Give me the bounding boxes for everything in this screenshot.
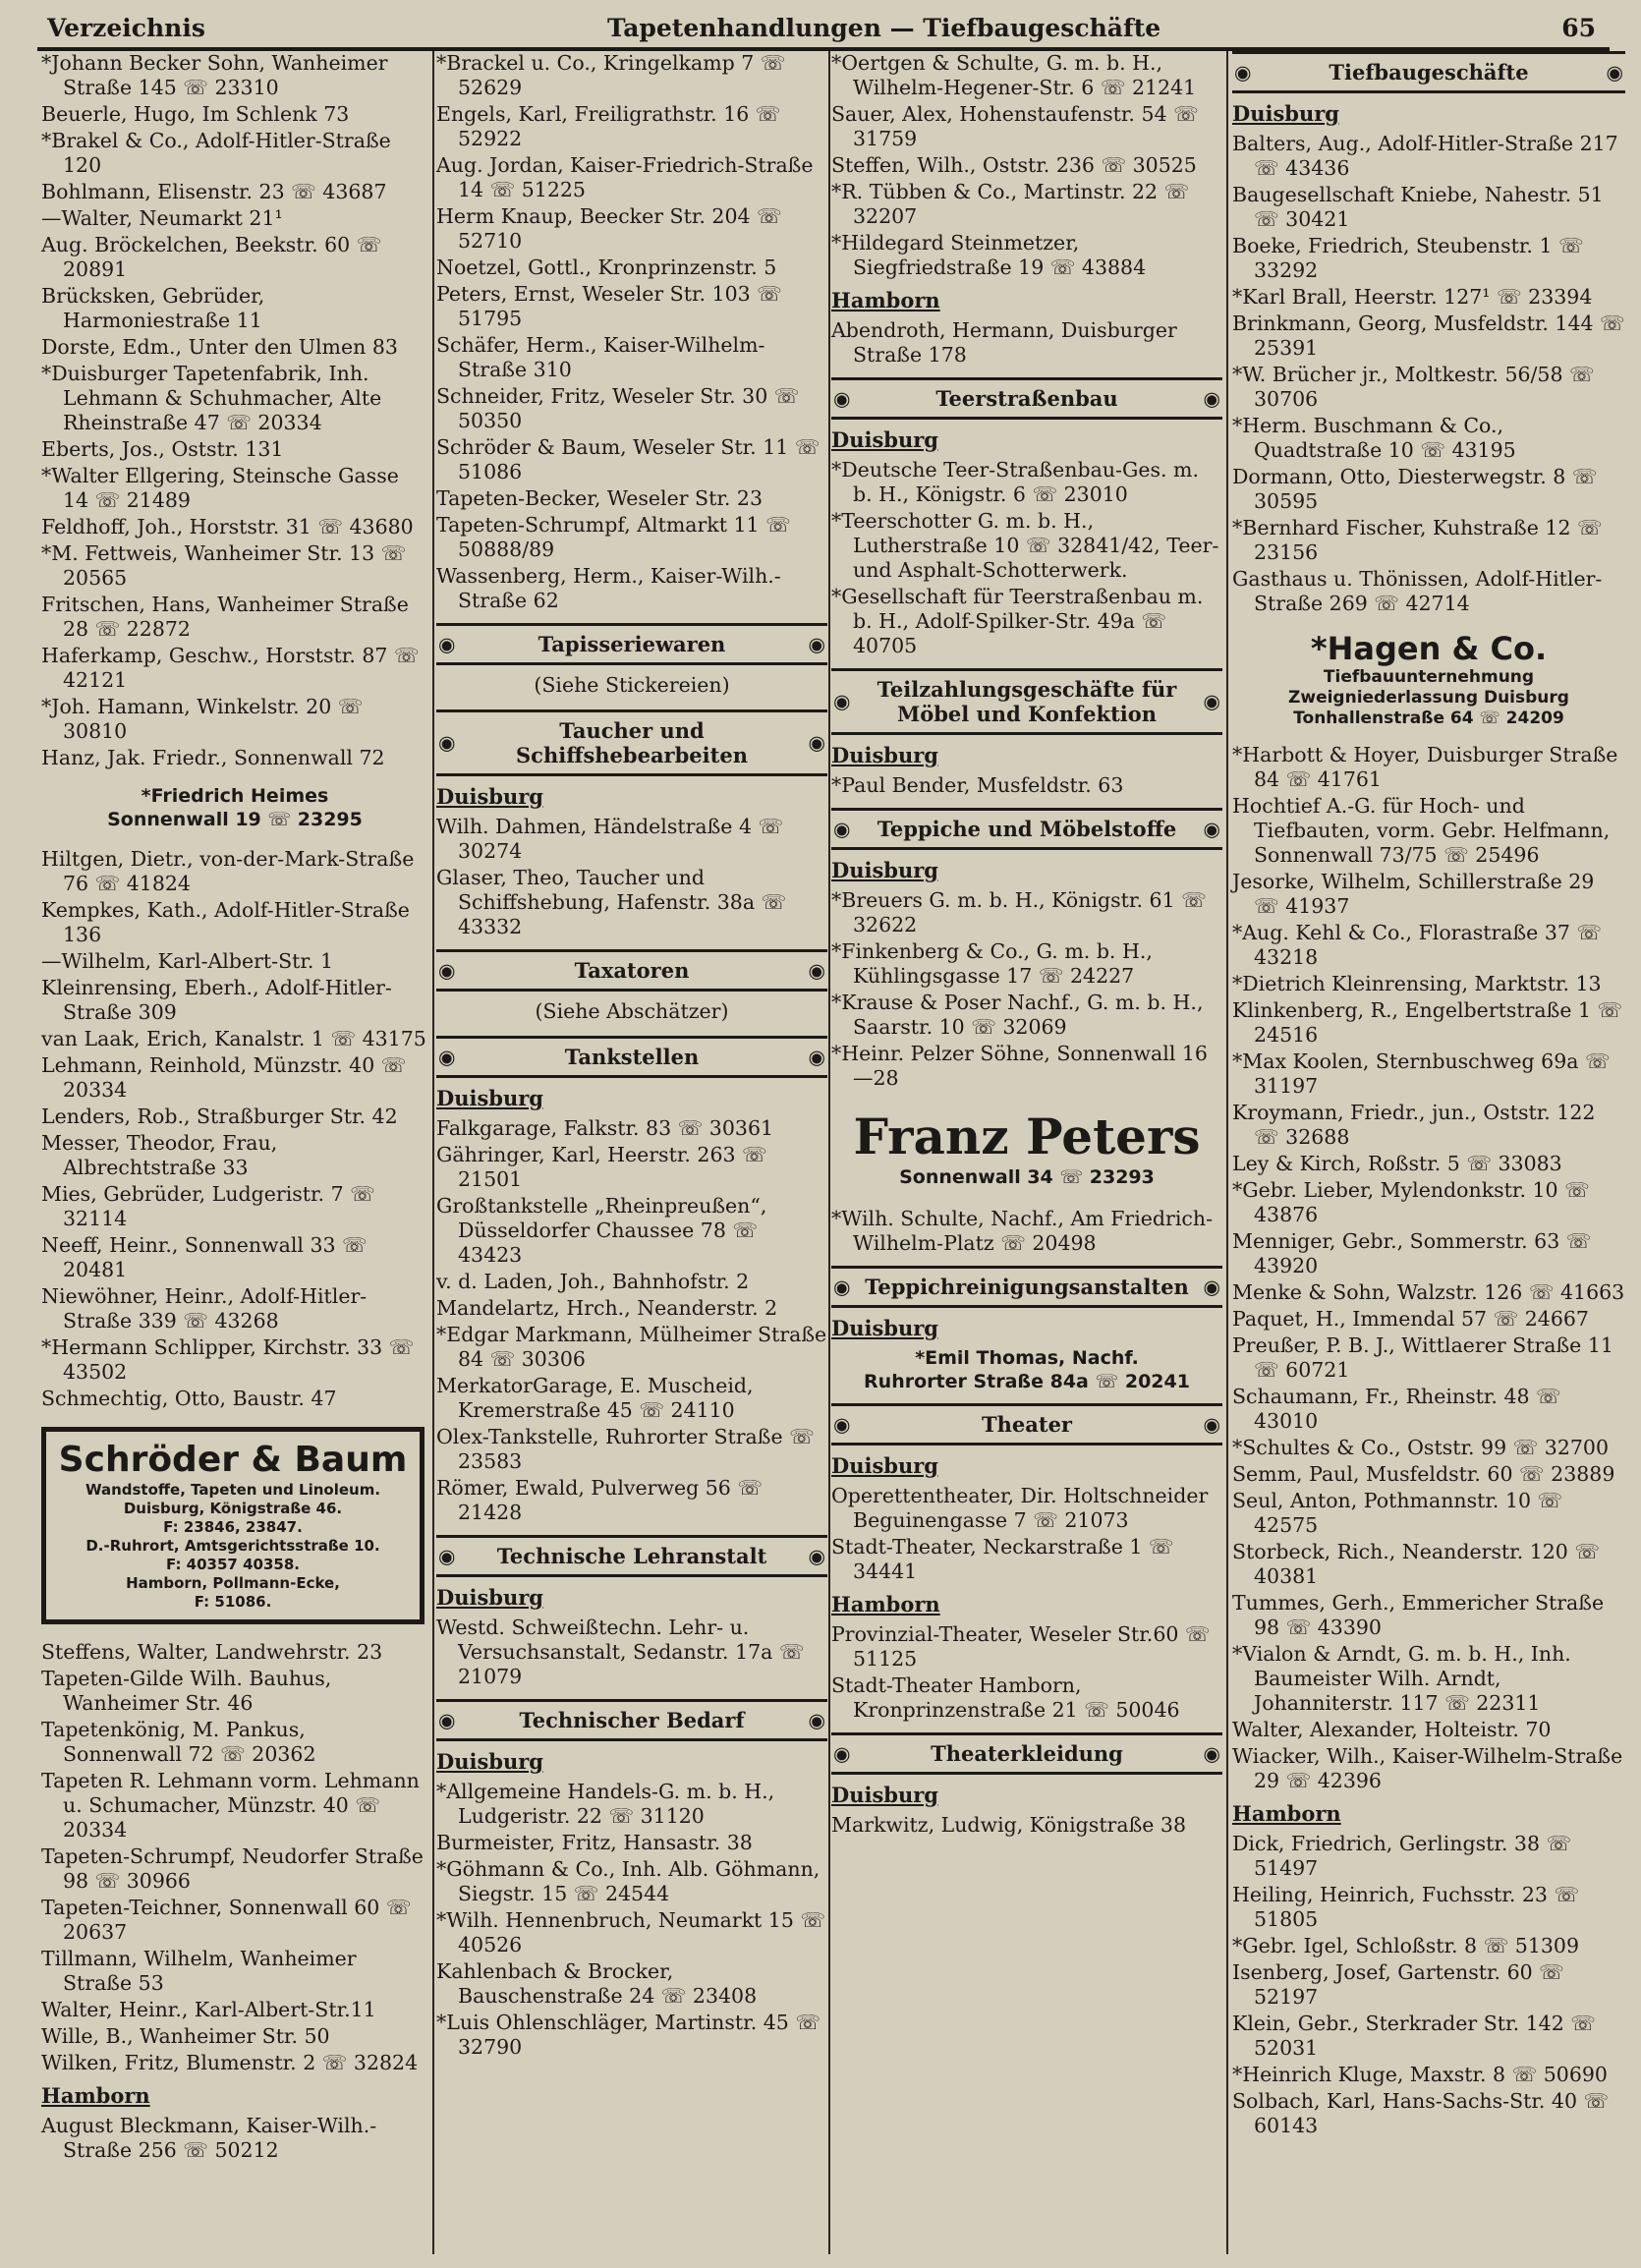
city-heading: Duisburg [831,858,938,882]
advert-line: Wandstoffe, Tapeten und Linoleum. [85,1481,381,1499]
entry-list [41,51,428,770]
advert-heimes [41,784,428,831]
advert-name: *Friedrich Heimes [141,785,329,807]
directory-entry: Kempkes, Kath., Adolf-Hitler-Straße 136 [41,898,410,946]
page-header [37,8,1610,51]
directory-entry: *Heinrich Kluge, Maxstr. 8 ☏ 50690 [1232,2063,1608,2086]
advert-line: Duisburg, Königstraße 46. [123,1500,343,1517]
directory-entry: *Teerschotter G. m. b. H., Lutherstraße 10 ☏ 32841/42, Teer- und Asphalt-Schotterwerk. [831,509,1219,582]
advert-name: *Hagen & Co. [1310,630,1548,667]
directory-entry: Kahlenbach & Brocker, Bauschenstraße 24 ☏ 23408 [436,1959,758,2008]
directory-entry: *Brakel & Co., Adolf-Hitler-Straße 120 [41,129,391,177]
entry-list [436,815,827,939]
directory-entry: Tillmann, Wilhelm, Wanheimer Straße 53 [41,1947,357,1995]
directory-entry: Operettentheater, Dir. Holtschneider Beguinengasse 7 ☏ 21073 [831,1484,1209,1532]
directory-entry: Herm Knaup, Beecker Str. 204 ☏ 52710 [436,204,782,253]
city-heading: Hamborn [831,288,940,312]
advert-address: Sonnenwall 19 ☏ 23295 [107,809,363,830]
directory-entry: Tapeten-Gilde Wilh. Bauhus, Wanheimer Str. 46 [41,1667,332,1715]
directory-entry: *Walter Ellgering, Steinsche Gasse 14 ☏ 21489 [41,464,399,512]
entry-list [831,1622,1222,1723]
entry-list [436,1116,827,1525]
directory-entry: Semm, Paul, Musfeldstr. 60 ☏ 23889 [1232,1462,1615,1486]
directory-entry: *Vialon & Arndt, G. m. b. H., Inh. Baumeister Wilh. Arndt, Johanniterstr. 117 ☏ 22311 [1232,1642,1571,1715]
advert-franz-peters [831,1108,1222,1189]
directory-entry: Walter, Heinr., Karl-Albert-Str.11 [41,1998,376,2021]
city-heading: Duisburg [436,784,543,809]
directory-entry: Römer, Ewald, Pulverweg 56 ☏ 21428 [436,1476,763,1524]
entry-list [1232,1832,1625,2138]
directory-entry: —Wilhelm, Karl-Albert-Str. 1 [41,949,333,973]
directory-entry: Mies, Gebrüder, Ludgeristr. 7 ☏ 32114 [41,1182,375,1230]
directory-entry: Hanz, Jak. Friedr., Sonnenwall 72 [41,746,385,769]
column-divider [828,51,830,2254]
entry-list [41,847,428,1411]
entry-list [436,51,827,613]
directory-entry: Burmeister, Fritz, Hansastr. 38 [436,1831,753,1854]
advert-address: Ruhrorter Straße 84a ☏ 20241 [864,1371,1190,1392]
city-heading: Duisburg [831,743,938,767]
column-4 [1232,51,1625,2140]
city-heading: Hamborn [41,2083,150,2108]
directory-entry: Solbach, Karl, Hans-Sachs-Str. 40 ☏ 60143 [1232,2089,1610,2137]
directory-entry: Paquet, H., Immendal 57 ☏ 24667 [1232,1307,1589,1331]
directory-entry: *Gesellschaft für Teerstraßenbau m. b. H., Adolf-Spilker-Str. 49a ☏ 40705 [831,585,1204,657]
directory-entry: Klein, Gebr., Sterkrader Str. 142 ☏ 52031 [1232,2012,1596,2060]
directory-entry: Storbeck, Rich., Neanderstr. 120 ☏ 40381 [1232,1540,1601,1588]
directory-entry: Menke & Sohn, Walzstr. 126 ☏ 41663 [1232,1280,1625,1304]
section-heading: ◉ Teppichreinigungsanstalten ◉ [831,1266,1222,1308]
city-heading: Duisburg [831,1316,938,1340]
entry-list [831,318,1222,368]
directory-entry: Olex-Tankstelle, Ruhrorter Straße ☏ 23583 [436,1425,815,1473]
directory-entry: *Bernhard Fischer, Kuhstraße 12 ☏ 23156 [1232,516,1603,564]
directory-entry: Jesorke, Wilhelm, Schillerstraße 29 ☏ 41937 [1232,870,1595,918]
section-heading: ◉ Technische Lehranstalt ◉ [436,1535,827,1577]
directory-entry: *Wilh. Hennenbruch, Neumarkt 15 ☏ 40526 [436,1908,826,1956]
directory-entry: Steffen, Wilh., Oststr. 236 ☏ 30525 [831,153,1197,177]
directory-entry: *Herm. Buschmann & Co., Quadtstraße 10 ☏ 43195 [1232,414,1516,462]
directory-entry: Lenders, Rob., Straßburger Str. 42 [41,1105,398,1128]
directory-entry: v. d. Laden, Joh., Bahnhofstr. 2 [436,1270,750,1293]
directory-entry: Schneider, Fritz, Weseler Str. 30 ☏ 50350 [436,384,800,432]
directory-entry: Brinkmann, Georg, Musfeldstr. 144 ☏ 25391 [1232,312,1625,360]
directory-entry: Tapeten-Becker, Weseler Str. 23 [436,486,764,510]
entry-list [41,1640,428,2075]
directory-entry: Glaser, Theo, Taucher und Schiffshebung, Hafenstr. 38a ☏ 43332 [436,866,787,938]
directory-entry: Engels, Karl, Freiligrathstr. 16 ☏ 52922 [436,102,781,150]
directory-entry: *Wilh. Schulte, Nachf., Am Friedrich-Wilhelm-Platz ☏ 20498 [831,1207,1214,1255]
directory-entry: Seul, Anton, Pothmannstr. 10 ☏ 42575 [1232,1489,1563,1537]
directory-entry: *Allgemeine Handels-G. m. b. H., Ludgeristr. 22 ☏ 31120 [436,1780,775,1828]
entry-list [831,1484,1222,1584]
directory-entry: *Dietrich Kleinrensing, Marktstr. 13 [1232,972,1602,995]
cross-reference: (Siehe Abschätzer) [535,999,729,1023]
directory-entry: *Hermann Schlipper, Kirchstr. 33 ☏ 43502 [41,1335,415,1384]
directory-entry: Tapeten-Schrumpf, Altmarkt 11 ☏ 50888/89 [436,513,791,561]
directory-entry: *Hildegard Steinmetzer, Siegfriedstraße 19 ☏ 43884 [831,231,1147,279]
directory-entry: Brücksken, Gebrüder, Harmoniestraße 11 [41,284,265,332]
directory-entry: Markwitz, Ludwig, Königstraße 38 [831,1813,1187,1837]
city-heading: Hamborn [831,1592,940,1616]
directory-entry: Heiling, Heinrich, Fuchsstr. 23 ☏ 51805 [1232,1883,1580,1931]
entry-list [41,2114,428,2163]
advert-name: Schröder & Baum [58,1440,408,1480]
directory-entry: Peters, Ernst, Weseler Str. 103 ☏ 51795 [436,282,782,330]
section-heading: ◉ Tankstellen ◉ [436,1036,827,1078]
column-divider [432,51,434,2254]
directory-entry: Walter, Alexander, Holteistr. 70 [1232,1718,1552,1741]
city-heading: Duisburg [436,1585,543,1610]
city-heading: Duisburg [831,1783,938,1807]
advert-line: Zweigniederlassung Duisburg [1288,688,1569,708]
directory-entry: Dormann, Otto, Diesterwegstr. 8 ☏ 30595 [1232,465,1598,513]
directory-entry: Stadt-Theater Hamborn, Kronprinzenstraße 21 ☏ 50046 [831,1673,1180,1722]
directory-entry: Baugesellschaft Kniebe, Nahestr. 51 ☏ 30421 [1232,183,1604,231]
directory-entry: Dorste, Edm., Unter den Ulmen 83 [41,335,398,359]
directory-entry: Isenberg, Josef, Gartenstr. 60 ☏ 52197 [1232,1960,1564,2009]
directory-entry: Messer, Theodor, Frau, Albrechtstraße 33 [41,1131,278,1179]
directory-entry: Tapetenkönig, M. Pankus, Sonnenwall 72 ☏ 20362 [41,1718,316,1766]
directory-entry: Boeke, Friedrich, Steubenstr. 1 ☏ 33292 [1232,234,1584,282]
directory-entry: Neeff, Heinr., Sonnenwall 33 ☏ 20481 [41,1233,368,1281]
directory-entry: Wilken, Fritz, Blumenstr. 2 ☏ 32824 [41,2051,419,2074]
advert-schroeder-baum [41,1427,424,1624]
directory-entry: Mandelartz, Hrch., Neanderstr. 2 [436,1296,778,1320]
directory-entry: Tummes, Gerh., Emmericher Straße 98 ☏ 43390 [1232,1591,1605,1639]
directory-entry: Lehmann, Reinhold, Münzstr. 40 ☏ 20334 [41,1053,407,1102]
directory-entry: *Joh. Hamann, Winkelstr. 20 ☏ 30810 [41,695,364,743]
advert-line: F: 23846, 23847. [163,1518,303,1536]
section-heading: ◉ Theater ◉ [831,1403,1222,1446]
directory-entry: Gasthaus u. Thönissen, Adolf-Hitler-Straße 269 ☏ 42714 [1232,567,1603,615]
directory-entry: *Krause & Poser Nachf., G. m. b. H., Saarstr. 10 ☏ 32069 [831,991,1204,1039]
directory-entry: *R. Tübben & Co., Martinstr. 22 ☏ 32207 [831,180,1190,228]
directory-entry: Bohlmann, Elisenstr. 23 ☏ 43687 [41,180,387,203]
directory-entry: *Duisburger Tapetenfabrik, Inh. Lehmann & Schuhmacher, Alte Rheinstraße 47 ☏ 20334 [41,362,382,434]
directory-entry: MerkatorGarage, E. Muscheid, Kremerstraße 45 ☏ 24110 [436,1374,754,1422]
section-heading: ◉ Tiefbaugeschäfte ◉ [1232,51,1625,93]
directory-entry: Wilh. Dahmen, Händelstraße 4 ☏ 30274 [436,815,784,863]
directory-entry: Dick, Friedrich, Gerlingstr. 38 ☏ 51497 [1232,1832,1572,1880]
directory-entry: Aug. Bröckelchen, Beekstr. 60 ☏ 20891 [41,233,382,281]
city-heading: Hamborn [1232,1801,1341,1826]
directory-entry: Schröder & Baum, Weseler Str. 11 ☏ 51086 [436,435,820,483]
directory-entry: *Aug. Kehl & Co., Florastraße 37 ☏ 43218 [1232,921,1603,969]
directory-entry: Preußer, P. B. J., Wittlaerer Straße 11 ☏ 60721 [1232,1333,1613,1382]
directory-entry: Falkgarage, Falkstr. 83 ☏ 30361 [436,1116,774,1140]
directory-entry: *Luis Ohlenschläger, Martinstr. 45 ☏ 32790 [436,2011,820,2059]
directory-entry: Provinzial-Theater, Weseler Str.60 ☏ 51125 [831,1622,1211,1671]
directory-entry: Niewöhner, Heinr., Adolf-Hitler-Straße 339 ☏ 43268 [41,1284,368,1332]
directory-entry: Schäfer, Herm., Kaiser-Wilhelm-Straße 310 [436,333,765,381]
directory-entry: *Harbott & Hoyer, Duisburger Straße 84 ☏ 41761 [1232,743,1618,791]
directory-entry: *Schultes & Co., Oststr. 99 ☏ 32700 [1232,1436,1609,1459]
directory-entry: Eberts, Jos., Oststr. 131 [41,437,284,461]
directory-entry: Schaumann, Fr., Rheinstr. 48 ☏ 43010 [1232,1385,1561,1433]
advert-line: F: 51086. [194,1593,272,1611]
advert-emil-thomas [831,1346,1222,1393]
entry-list [831,1207,1222,1256]
city-heading: Duisburg [1232,101,1339,126]
directory-entry: *M. Fettweis, Wanheimer Str. 13 ☏ 20565 [41,541,407,590]
column-1 [41,51,428,2165]
entry-list [436,1780,827,2060]
directory-entry: —Walter, Neumarkt 21¹ [41,206,283,230]
entry-list [831,888,1222,1091]
directory-entry: Fritschen, Hans, Wanheimer Straße 28 ☏ 22872 [41,593,409,641]
header-center: Tapetenhandlungen — Tiefbaugeschäfte [607,14,1161,42]
directory-entry: Kleinrensing, Eberh., Adolf-Hitler-Straße 309 [41,976,392,1024]
directory-entry: van Laak, Erich, Kanalstr. 1 ☏ 43175 [41,1027,426,1050]
directory-entry: Tapeten R. Lehmann vorm. Lehmann u. Schumacher, Münzstr. 40 ☏ 20334 [41,1769,420,1842]
directory-entry: *Paul Bender, Musfeldstr. 63 [831,773,1124,797]
advert-line: Tonhallenstraße 64 ☏ 24209 [1293,709,1564,728]
directory-entry: August Bleckmann, Kaiser-Wilh.-Straße 256 ☏ 50212 [41,2114,377,2162]
directory-entry: Sauer, Alex, Hohenstaufenstr. 54 ☏ 31759 [831,102,1199,150]
directory-entry: Kroymann, Friedr., jun., Oststr. 122 ☏ 32688 [1232,1101,1596,1149]
city-heading: Duisburg [436,1749,543,1774]
column-divider [1226,51,1228,2254]
section-heading: ◉ Taxatoren ◉ [436,949,827,992]
entry-list [831,51,1222,280]
directory-entry: *Max Koolen, Sternbuschweg 69a ☏ 31197 [1232,1049,1611,1098]
directory-entry: Hochtief A.-G. für Hoch- und Tiefbauten, vorm. Gebr. Helfmann, Sonnenwall 73/75 ☏ 25496 [1232,794,1611,867]
column-3 [831,51,1222,1840]
directory-entry: Tapeten-Teichner, Sonnenwall 60 ☏ 20637 [41,1896,412,1944]
advert-line: F: 40357 40358. [166,1556,300,1573]
city-heading: Duisburg [831,1453,938,1478]
section-heading: ◉ Taucher und Schiffshebearbeiten ◉ [436,709,827,776]
directory-entry: Menniger, Gebr., Sommerstr. 63 ☏ 43920 [1232,1229,1592,1277]
directory-entry: Feldhoff, Joh., Horststr. 31 ☏ 43680 [41,515,414,539]
section-heading: ◉ Teilzahlungsgeschäfte für Möbel und Konfektion ◉ [831,668,1222,735]
directory-entry: *W. Brücher jr., Moltkestr. 56/58 ☏ 30706 [1232,363,1595,411]
section-heading: ◉ Tapisseriewaren ◉ [436,623,827,665]
directory-entry: Wassenberg, Herm., Kaiser-Wilh.-Straße 62 [436,564,781,612]
directory-entry: *Finkenberg & Co., G. m. b. H., Kühlingsgasse 17 ☏ 24227 [831,939,1153,988]
directory-entry: Abendroth, Hermann, Duisburger Straße 178 [831,318,1177,367]
directory-entry: Gähringer, Karl, Heerstr. 263 ☏ 21501 [436,1143,767,1191]
directory-entry: *Breuers G. m. b. H., Königstr. 61 ☏ 32622 [831,888,1207,936]
directory-entry: Wiacker, Wilh., Kaiser-Wilhelm-Straße 29 ☏ 42396 [1232,1744,1623,1792]
entry-list [1232,132,1625,616]
advert-hagen [1232,630,1625,729]
directory-entry: *Edgar Markmann, Mülheimer Straße 84 ☏ 30306 [436,1323,827,1371]
directory-entry: Steffens, Walter, Landwehrstr. 23 [41,1640,383,1664]
advert-name: *Emil Thomas, Nachf. [915,1347,1139,1369]
advert-line: Hamborn, Pollmann-Ecke, [126,1574,340,1592]
cross-reference: (Siehe Stickereien) [534,673,730,697]
directory-entry: *Oertgen & Schulte, G. m. b. H., Wilhelm-Hegener-Str. 6 ☏ 21241 [831,51,1197,99]
entry-list [1232,743,1625,1793]
advert-line: Tiefbauunternehmung [1323,667,1535,687]
directory-entry: *Karl Brall, Heerstr. 127¹ ☏ 23394 [1232,285,1593,309]
directory-entry: Stadt-Theater, Neckarstraße 1 ☏ 34441 [831,1535,1174,1583]
directory-entry: Klinkenberg, R., Engelbertstraße 1 ☏ 24516 [1232,998,1623,1047]
directory-entry: Noetzel, Gottl., Kronprinzenstr. 5 [436,255,777,279]
directory-entry: Beuerle, Hugo, Im Schlenk 73 [41,102,350,126]
section-heading: ◉ Technischer Bedarf ◉ [436,1699,827,1741]
entry-list [831,1813,1222,1838]
page-number: 65 [1561,14,1596,42]
directory-entry: *Gebr. Lieber, Mylendonkstr. 10 ☏ 43876 [1232,1178,1590,1226]
directory-entry: Tapeten-Schrumpf, Neudorfer Straße 98 ☏ 30966 [41,1844,424,1893]
directory-entry: Hiltgen, Dietr., von-der-Mark-Straße 76 ☏ 41824 [41,847,415,895]
entry-list [436,1616,827,1689]
section-heading: ◉ Theaterkleidung ◉ [831,1732,1222,1775]
city-heading: Duisburg [436,1086,543,1110]
directory-entry: *Gebr. Igel, Schloßstr. 8 ☏ 51309 [1232,1934,1579,1957]
directory-entry: Wille, B., Wanheimer Str. 50 [41,2024,330,2048]
directory-entry: *Göhmann & Co., Inh. Alb. Göhmann, Siegstr. 15 ☏ 24544 [436,1857,820,1905]
advert-name: Franz Peters [853,1107,1201,1165]
column-2 [436,51,827,2062]
directory-entry: *Deutsche Teer-Straßenbau-Ges. m. b. H., Königstr. 6 ☏ 23010 [831,458,1200,506]
directory-entry: Balters, Aug., Adolf-Hitler-Straße 217 ☏ 43436 [1232,132,1618,180]
directory-entry: Schmechtig, Otto, Baustr. 47 [41,1387,337,1410]
directory-entry: Haferkamp, Geschw., Horststr. 87 ☏ 42121 [41,644,420,692]
directory-entry: Ley & Kirch, Roßstr. 5 ☏ 33083 [1232,1152,1562,1175]
city-heading: Duisburg [831,427,938,452]
advert-line: D.-Ruhrort, Amtsgerichtsstraße 10. [85,1537,380,1555]
entry-list [831,773,1222,798]
section-heading: ◉ Teerstraßenbau ◉ [831,377,1222,420]
entry-list [831,458,1222,658]
directory-entry: Großtankstelle „Rheinpreußen“, Düsseldorfer Chaussee 78 ☏ 43423 [436,1194,767,1267]
header-left: Verzeichnis [47,14,205,42]
section-heading: ◉ Teppiche und Möbelstoffe ◉ [831,808,1222,850]
directory-entry: *Brackel u. Co., Kringelkamp 7 ☏ 52629 [436,51,786,99]
directory-entry: *Johann Becker Sohn, Wanheimer Straße 145 ☏ 23310 [41,51,388,99]
advert-address: Sonnenwall 34 ☏ 23293 [899,1166,1155,1188]
directory-entry: Westd. Schweißtechn. Lehr- u. Versuchsanstalt, Sedanstr. 17a ☏ 21079 [436,1616,805,1688]
directory-entry: Aug. Jordan, Kaiser-Friedrich-Straße 14 ☏ 51225 [436,153,814,201]
directory-entry: *Heinr. Pelzer Söhne, Sonnenwall 16—28 [831,1042,1208,1090]
